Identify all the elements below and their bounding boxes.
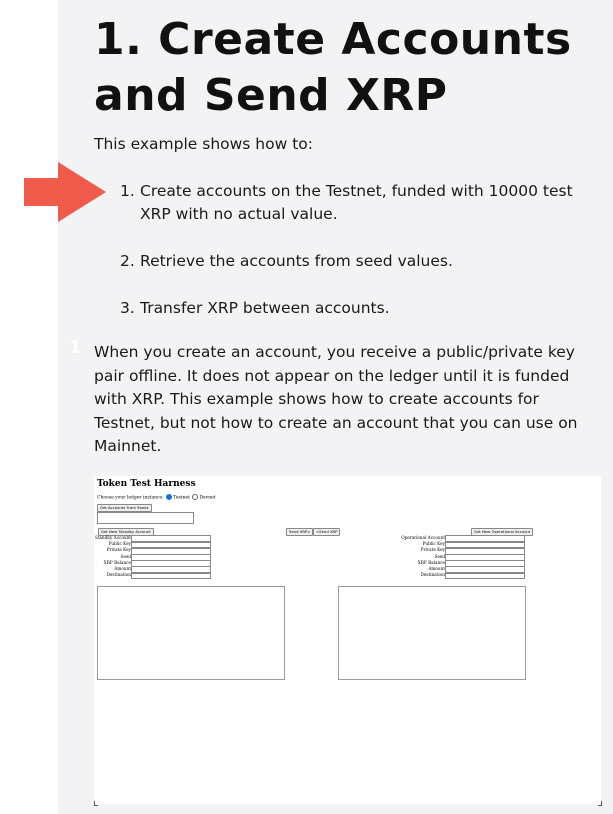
field-label: Seed <box>120 553 131 559</box>
testnet-label: Testnet <box>173 495 190 501</box>
field-label: Public Key <box>422 541 445 547</box>
list-number: 2. <box>120 252 135 270</box>
send-xrp-to-standby-button[interactable]: <Send XRP <box>313 528 340 536</box>
operational-destination-field[interactable] <box>445 573 525 580</box>
page-title: 1. Create Accounts and Send XRP <box>94 14 572 121</box>
field-label: Private Key <box>106 547 131 553</box>
get-standby-account-button[interactable]: Get New Standby Account <box>98 528 154 536</box>
list-number: 1. <box>120 182 135 200</box>
callout-arrow-badge <box>22 162 110 358</box>
screenshot-corner <box>94 801 98 806</box>
testnet-radio[interactable] <box>166 494 172 500</box>
standby-fields <box>94 535 211 578</box>
callout-number: 1 <box>69 338 81 358</box>
seeds-textarea[interactable] <box>97 512 194 524</box>
field-label: XRP Balance <box>417 559 445 565</box>
list-item <box>120 250 590 273</box>
field-label: Seed <box>434 553 445 559</box>
get-operational-account-button[interactable]: Get New Operational Account <box>471 528 533 536</box>
field-label: Amount <box>428 565 445 571</box>
devnet-label: Devnet <box>199 495 216 501</box>
list-item-text: Transfer XRP between accounts. <box>140 299 390 317</box>
field-label: Public Key <box>108 541 131 547</box>
list-number: 3. <box>120 299 135 317</box>
description-paragraph: When you create an account, you receive a public/private key pair offline. It does not appear on the ledger until it is funded with XRP. This example shows how to create accounts for Testnet, but not how to create an account that you can use on Mainnet. <box>94 343 578 455</box>
field-label: Amount <box>114 565 131 571</box>
field-label: XRP Balance <box>103 559 131 565</box>
list-item-text: Create accounts on the Testnet, funded with 10000 test XRP with no actual value. <box>140 182 573 223</box>
field-label: Destination <box>106 572 131 578</box>
harness-screenshot <box>94 476 601 804</box>
field-label: Private Key <box>420 547 445 553</box>
arrow-icon <box>22 162 110 222</box>
get-accounts-from-seeds-button[interactable]: Get Accounts From Seeds <box>97 504 152 512</box>
operational-results-textarea[interactable] <box>338 586 526 680</box>
screenshot-corner <box>598 801 602 806</box>
field-label: Standby Account <box>94 535 131 540</box>
field-label: Destination <box>420 572 445 578</box>
devnet-radio[interactable] <box>192 494 198 500</box>
standby-destination-field[interactable] <box>131 573 211 580</box>
standby-results-textarea[interactable] <box>97 586 285 680</box>
ledger-selector <box>97 494 216 501</box>
list-item <box>120 297 590 320</box>
list-item-text: Retrieve the accounts from seed values. <box>140 252 453 270</box>
operational-fields <box>403 535 525 578</box>
field-label: Operational Account <box>401 535 445 540</box>
list-item <box>120 180 590 226</box>
harness-title: Token Test Harness <box>97 479 196 489</box>
ledger-label: Choose your ledger instance: <box>97 495 164 501</box>
steps-list <box>120 180 590 344</box>
intro-text: This example shows how to: <box>94 135 313 153</box>
send-xrp-to-operational-button[interactable]: Send XRP> <box>286 528 313 536</box>
